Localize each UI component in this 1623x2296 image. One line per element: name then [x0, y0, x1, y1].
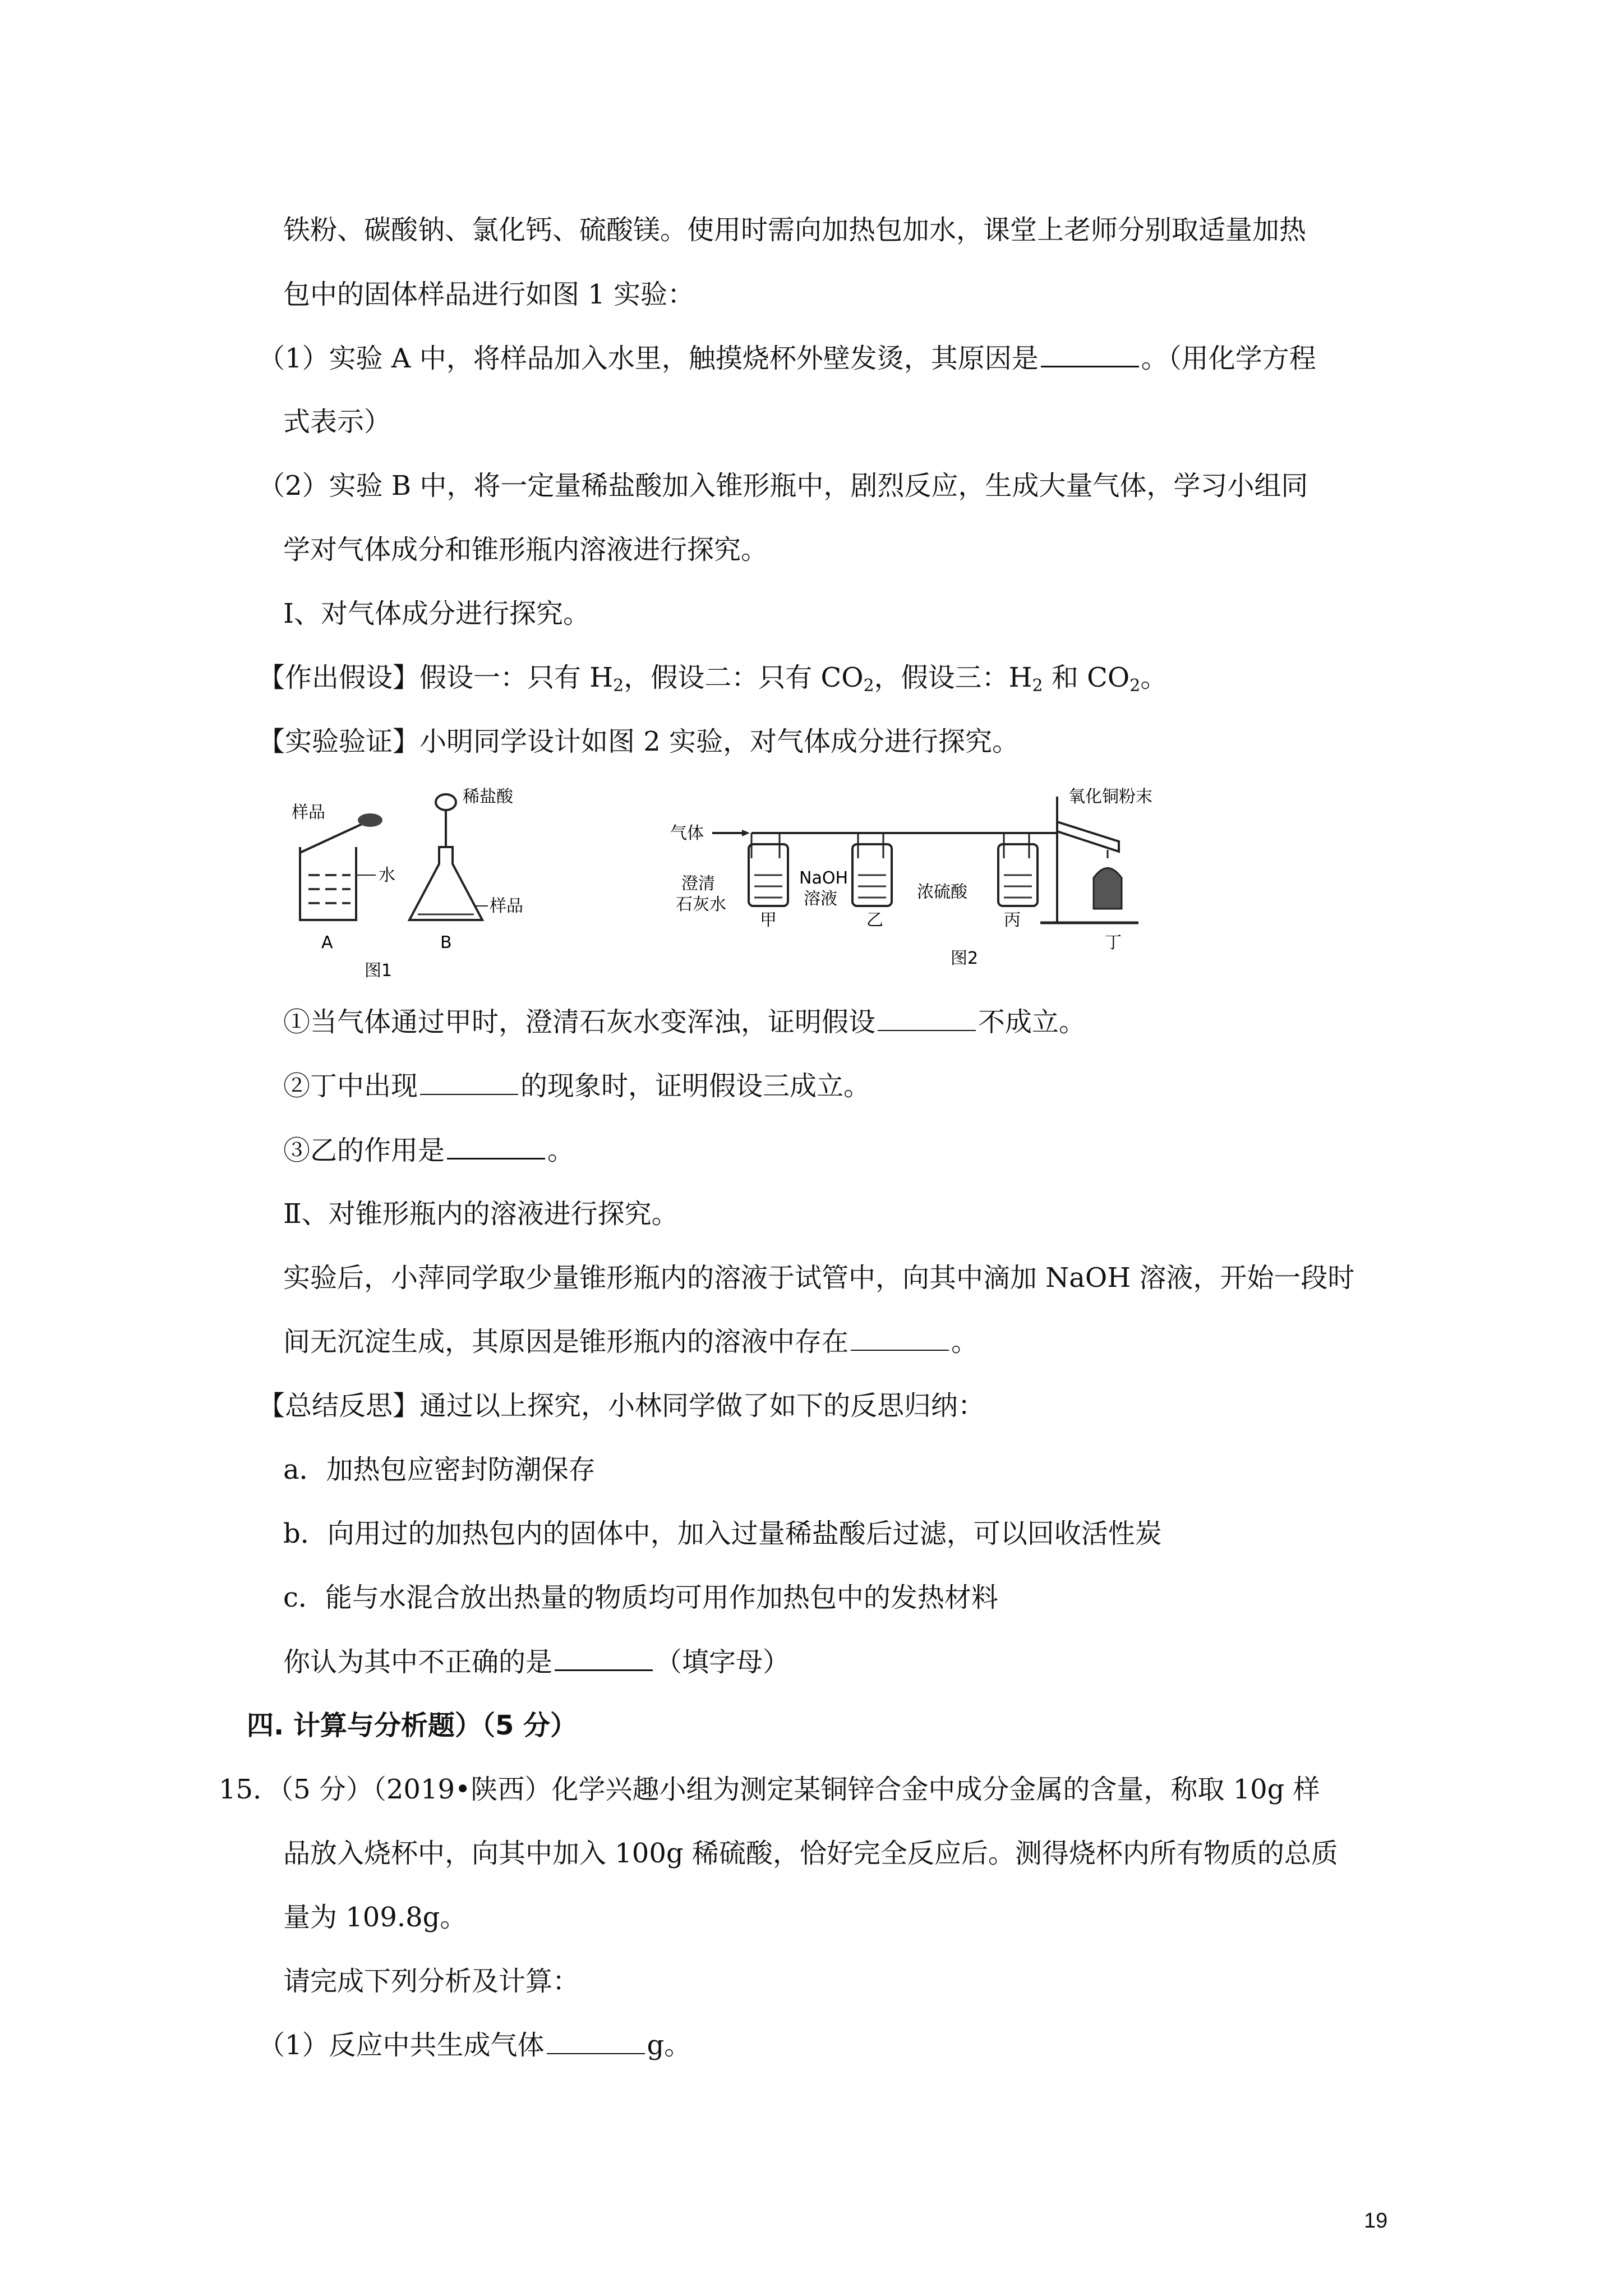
question-15: 15．（5 分）（2019•陕西）化学兴趣小组为测定某铜锌合金中成分金属的含量，称取 10g 样 — [219, 1774, 1320, 1805]
text-line: 包中的固体样品进行如图 1 实验： — [283, 279, 695, 310]
text-line: 【总结反思】通过以上探究，小林同学做了如下的反思归纳： — [258, 1390, 985, 1421]
label-b: B — [440, 933, 452, 953]
option-a: a．加热包应密封防潮保存 — [283, 1454, 596, 1485]
question-15-1: （1）反应中共生成气体 g。 — [258, 2030, 691, 2061]
label-limewater-2: 石灰水 — [676, 895, 726, 914]
text-line: 量为 109.8g。 — [283, 1902, 467, 1933]
text-line: 铁粉、碳酸钠、氯化钙、硫酸镁。使用时需向加热包加水，课堂上老师分别取适量加热 — [283, 214, 1307, 246]
label-naoh-2: 溶液 — [804, 889, 837, 909]
sub-question-2: ②丁中出现 的现象时，证明假设三成立。 — [283, 1070, 871, 1102]
page-number: 19 — [1364, 2209, 1388, 2233]
question-2: （2）实验 B 中，将一定量稀盐酸加入锥形瓶中，剧烈反应，生成大量气体，学习小组同 — [258, 470, 1308, 501]
hypothesis-line: 【作出假设】假设一：只有 $H_2$，假设二：只有 $CO_2$，假设三：$H_2$ 和 $CO_2$。 — [258, 662, 1168, 696]
text-line: 间无沉淀生成，其原因是锥形瓶内的溶液中存在 。 — [283, 1326, 979, 1358]
answer-blank[interactable] — [555, 1645, 653, 1671]
label-h2so4: 浓硫酸 — [917, 882, 967, 902]
label-sample-2: 样品 — [490, 896, 523, 916]
figure-1-caption: 图1 — [365, 961, 393, 979]
option-b: b．向用过的加热包内的固体中，加入过量稀盐酸后过滤，可以回收活性炭 — [283, 1518, 1162, 1549]
option-c: c．能与水混合放出热量的物质均可用作加热包中的发热材料 — [283, 1582, 998, 1613]
sub-question-3: ③乙的作用是 。 — [283, 1133, 574, 1167]
label-jia: 甲 — [760, 910, 777, 930]
section-title: 四. 计算与分析题）（5 分） — [247, 1710, 578, 1741]
text-line: 式表示） — [283, 406, 391, 438]
sub-question-1: ①当气体通过甲时，澄清石灰水变浑浊，证明假设 不成立。 — [283, 1006, 1086, 1038]
section-heading: Ⅱ、对锥形瓶内的溶液进行探究。 — [283, 1198, 679, 1230]
answer-blank[interactable] — [878, 1005, 976, 1031]
answer-blank[interactable] — [1041, 341, 1139, 367]
text-line: 请完成下列分析及计算： — [283, 1966, 580, 1997]
label-naoh-1: NaOH — [799, 868, 848, 888]
figure-2-diagram — [670, 785, 1158, 979]
label-yi: 乙 — [866, 910, 883, 930]
text-line: 【实验验证】小明同学设计如图 2 实验，对气体成分进行探究。 — [258, 726, 1020, 757]
label-hcl: 稀盐酸 — [463, 787, 513, 807]
label-limewater-1: 澄清 — [681, 874, 715, 894]
label-cuo: 氧化铜粉末 — [1068, 787, 1152, 807]
label-bing: 丙 — [1004, 910, 1021, 930]
question-1: （1）实验 A 中，将样品加入水里，触摸烧杯外壁发烫，其原因是 。（用化学方程 — [258, 341, 1316, 375]
answer-blank[interactable] — [851, 1325, 949, 1351]
figure-2-caption: 图2 — [951, 949, 979, 968]
label-a: A — [321, 933, 333, 953]
text-line: 实验后，小萍同学取少量锥形瓶内的溶液于试管中，向其中滴加 NaOH 溶液，开始一段时 — [283, 1262, 1355, 1294]
text-line: 学对气体成分和锥形瓶内溶液进行探究。 — [283, 534, 768, 565]
text-line: 你认为其中不正确的是 （填字母） — [283, 1645, 790, 1679]
text-line: 品放入烧杯中，向其中加入 100g 稀硫酸，恰好完全反应后。测得烧杯内所有物质的总质 — [283, 1838, 1338, 1869]
water-dashes — [308, 875, 351, 903]
answer-blank[interactable] — [547, 2028, 645, 2054]
label-sample: 样品 — [292, 803, 325, 822]
label-water: 水 — [379, 866, 395, 885]
figure-1-diagram — [278, 785, 592, 979]
answer-blank[interactable] — [447, 1133, 545, 1159]
label-ding: 丁 — [1105, 933, 1122, 953]
section-heading: Ⅰ、对气体成分进行探究。 — [283, 598, 590, 629]
answer-blank[interactable] — [420, 1069, 518, 1095]
label-gas: 气体 — [670, 823, 704, 843]
